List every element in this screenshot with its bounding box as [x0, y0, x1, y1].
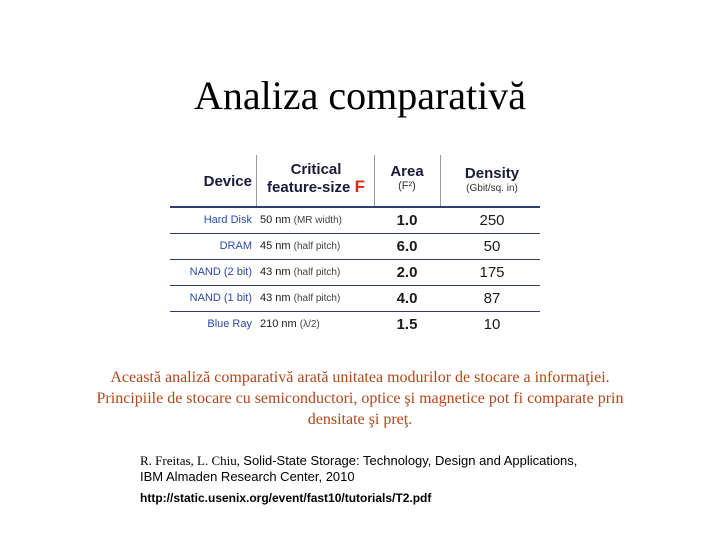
feature-note: (MR width)	[293, 215, 342, 226]
feature-value: 43 nm	[260, 292, 291, 304]
header-feature-line1: Critical	[290, 161, 342, 178]
cell-feature-size	[260, 286, 370, 311]
cell-device: NAND (1 bit)	[189, 292, 252, 304]
cell-feature-size	[260, 234, 370, 259]
table-row	[170, 312, 540, 337]
cell-device: NAND (2 bit)	[189, 266, 252, 278]
description-line: densitate şi preţ.	[307, 411, 413, 428]
cell-feature-size	[260, 260, 370, 285]
feature-note: (half pitch)	[293, 293, 341, 304]
feature-value: 50 nm	[260, 214, 291, 226]
header-density-label: Density	[464, 165, 520, 182]
cell-area: 1.0	[396, 212, 418, 229]
header-density-unit: (Gbit/sq. in)	[466, 183, 518, 194]
feature-value: 210 nm	[260, 318, 297, 330]
slide-title: Analiza comparativă	[193, 73, 527, 118]
feature-value: 43 nm	[260, 266, 291, 278]
description-line: Principiile de stocare cu semiconductori, optice şi magnetice pot fi comparate prin	[96, 390, 624, 407]
cell-density: 87	[483, 290, 501, 307]
cell-device: Blue Ray	[207, 318, 252, 330]
table-row	[170, 260, 540, 285]
reference-book: Solid-State Storage: Technology, Design and Applications, IBM Almaden Research Center, 2010	[140, 453, 578, 484]
description-text	[40, 367, 680, 430]
header-feature-line2-text: feature-size	[267, 179, 351, 196]
reference-authors: R. Freitas, L. Chiu,	[140, 453, 244, 468]
table-row	[170, 286, 540, 311]
cell-area: 4.0	[396, 290, 418, 307]
header-feature-symbol: F	[354, 177, 365, 196]
reference-url[interactable]: http://static.usenix.org/event/fast10/tutorials/T2.pdf	[140, 491, 432, 505]
header-feature-size	[258, 161, 374, 196]
comparison-table	[170, 155, 542, 335]
cell-density: 50	[483, 238, 501, 255]
header-device-label: Device	[203, 173, 252, 190]
cell-feature-size	[260, 208, 370, 233]
cell-device: DRAM	[219, 240, 252, 252]
header-area	[376, 163, 438, 193]
cell-density: 10	[483, 316, 501, 333]
header-density	[444, 165, 540, 195]
cell-feature-size	[260, 312, 370, 337]
header-area-label: Area	[390, 163, 424, 180]
description-line: Această analiză comparativă arată unitatea modurilor de stocare a informaţiei.	[110, 369, 610, 386]
cell-area: 1.5	[396, 316, 418, 333]
feature-note: (λ/2)	[299, 319, 320, 330]
cell-device: Hard Disk	[203, 214, 252, 226]
cell-density: 250	[479, 212, 505, 229]
feature-note: (half pitch)	[293, 267, 341, 278]
reference-citation	[140, 453, 600, 485]
header-device	[170, 173, 252, 190]
cell-density: 175	[479, 264, 505, 281]
table-row	[170, 208, 540, 233]
table-row	[170, 234, 540, 259]
feature-note: (half pitch)	[293, 241, 341, 252]
header-feature-line2	[258, 178, 374, 196]
feature-value: 45 nm	[260, 240, 291, 252]
header-area-unit: (F²)	[398, 180, 416, 192]
cell-area: 6.0	[396, 238, 418, 255]
cell-area: 2.0	[396, 264, 418, 281]
